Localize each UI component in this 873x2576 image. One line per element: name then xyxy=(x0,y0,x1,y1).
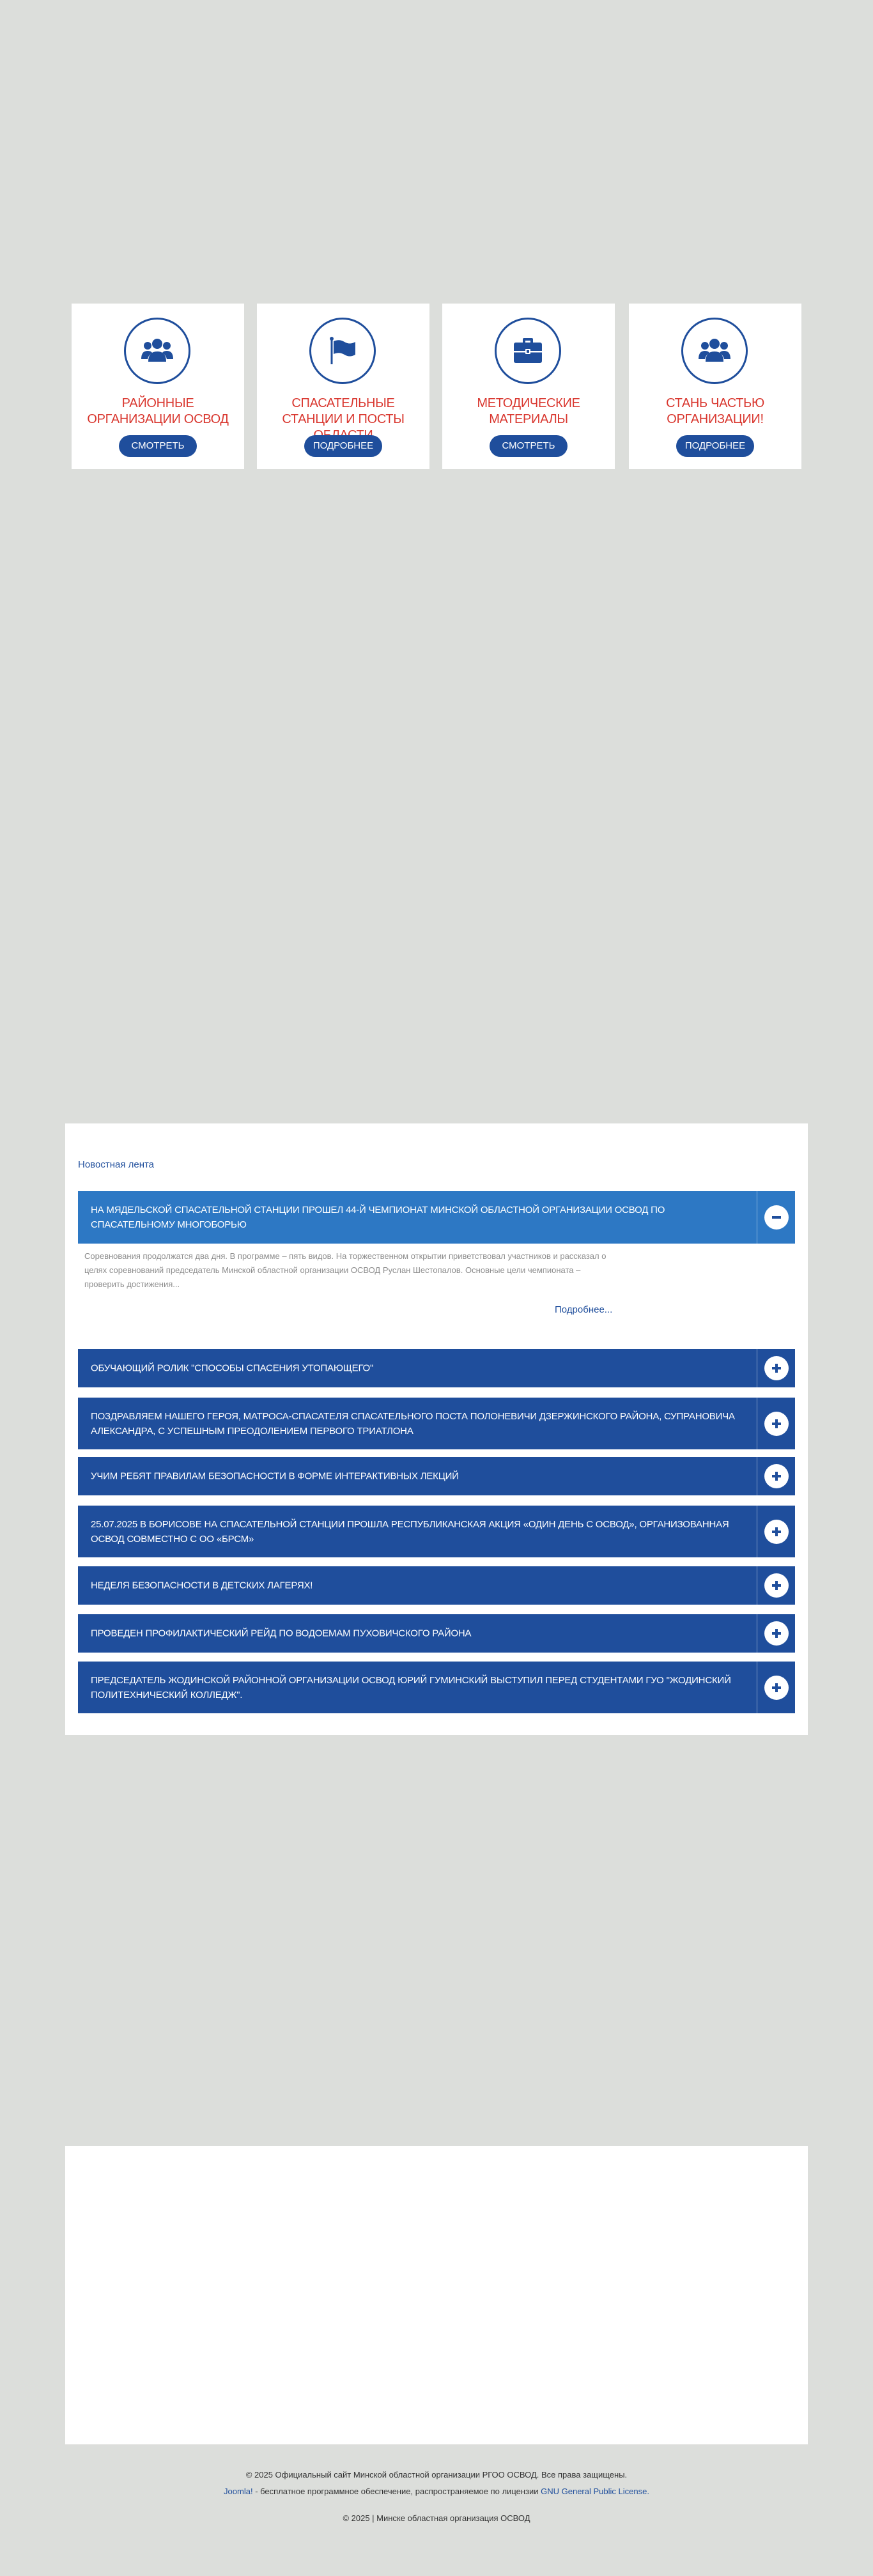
news-item-title: ПРЕДСЕДАТЕЛЬ ЖОДИНСКОЙ РАЙОННОЙ ОРГАНИЗАЦИИ ОСВОД ЮРИЙ ГУМИНСКИЙ ВЫСТУПИЛ ПЕРЕД СТУДЕНТАМИ ГУО "ЖОДИНСКИЙ ПОЛИТЕХНИЧЕСКИЙ КОЛЛЕДЖ". xyxy=(91,1674,731,1701)
expand-toggle[interactable] xyxy=(757,1662,795,1713)
news-item-excerpt: Соревнования продолжатся два дня. В программе – пять видов. На торжественном открытии приветствовал участников и рассказал о целях соревнований председатель Минской областной организации ОСВОД Руслан Шестопалов. Основные цели чемпионата – проверить достижения... xyxy=(84,1251,606,1289)
content-placeholder-box xyxy=(65,2146,808,2444)
minus-icon xyxy=(769,1210,784,1224)
news-item-title: ОБУЧАЮЩИЙ РОЛИК "СПОСОБЫ СПАСЕНИЯ УТОПАЮЩЕГО" xyxy=(91,1362,374,1374)
news-feed-heading: Новостная лента xyxy=(78,1159,155,1170)
news-item-title: 25.07.2025 В БОРИСОВЕ НА СПАСАТЕЛЬНОЙ СТАНЦИИ ПРОШЛА РЕСПУБЛИКАНСКАЯ АКЦИЯ «ОДИН ДЕНЬ С ОСВОД», ОРГАНИЗОВАННАЯ ОСВОД СОВМЕСТНО С ОО «БРСМ» xyxy=(91,1518,729,1545)
news-item[interactable] xyxy=(78,1614,795,1653)
card-district-organizations xyxy=(72,304,244,469)
card-rescue-stations xyxy=(257,304,429,469)
news-item[interactable] xyxy=(78,1662,795,1713)
plus-icon xyxy=(769,1681,784,1695)
flag-icon xyxy=(325,334,360,368)
card-icon-circle xyxy=(681,318,748,384)
collapse-toggle[interactable] xyxy=(757,1191,795,1244)
expand-toggle[interactable] xyxy=(757,1614,795,1653)
expand-toggle[interactable] xyxy=(757,1349,795,1387)
quick-links-cards xyxy=(72,304,801,469)
card-title: СПАСАТЕЛЬНЫЕ СТАНЦИИ И ПОСТЫ xyxy=(282,396,405,426)
card-icon-circle xyxy=(124,318,190,384)
read-more-link[interactable]: Подробнее... xyxy=(555,1304,613,1315)
expand-toggle[interactable] xyxy=(757,1398,795,1449)
news-item-title: ПРОВЕДЕН ПРОФИЛАКТИЧЕСКИЙ РЕЙД ПО ВОДОЕМАМ ПУХОВИЧСКОГО РАЙОНА xyxy=(91,1628,472,1639)
news-item[interactable] xyxy=(78,1566,795,1605)
news-item-title: НА МЯДЕЛЬСКОЙ СПАСАТЕЛЬНОЙ СТАНЦИИ ПРОШЕЛ 44-Й ЧЕМПИОНАТ МИНСКОЙ ОБЛАСТНОЙ ОРГАНИЗАЦИИ ОСВОД ПО СПАСАТЕЛЬНОМУ МНОГОБОРЬЮ xyxy=(91,1205,665,1230)
users-icon xyxy=(697,334,732,368)
details-button[interactable]: ПОДРОБНЕЕ xyxy=(676,435,754,457)
gpl-license-link[interactable]: GNU General Public License. xyxy=(541,2487,649,2496)
plus-icon xyxy=(769,1626,784,1640)
card-title: МЕТОДИЧЕСКИЕ МАТЕРИАЛЫ xyxy=(477,396,580,426)
news-item-title: НЕДЕЛЯ БЕЗОПАСНОСТИ В ДЕТСКИХ ЛАГЕРЯХ! xyxy=(91,1580,313,1591)
news-item[interactable] xyxy=(78,1506,795,1557)
card-icon-circle xyxy=(495,318,561,384)
card-methodical-materials xyxy=(442,304,615,469)
news-item[interactable] xyxy=(78,1398,795,1449)
card-title: СТАНЬ ЧАСТЬЮ ОРГАНИЗАЦИИ! xyxy=(666,396,764,426)
news-item[interactable] xyxy=(78,1349,795,1387)
news-item[interactable] xyxy=(78,1191,795,1244)
joomla-link[interactable]: Joomla! xyxy=(224,2487,253,2496)
plus-icon xyxy=(769,1469,784,1483)
license-text: - бесплатное программное обеспечение, распространяемое по лицензии xyxy=(252,2487,541,2496)
plus-icon xyxy=(769,1525,784,1539)
news-item-title: УЧИМ РЕБЯТ ПРАВИЛАМ БЕЗОПАСНОСТИ В ФОРМЕ ИНТЕРАКТИВНЫХ ЛЕКЦИЙ xyxy=(91,1470,459,1482)
expand-toggle[interactable] xyxy=(757,1506,795,1557)
news-item-title: ПОЗДРАВЛЯЕМ НАШЕГО ГЕРОЯ, МАТРОСА-СПАСАТЕЛЯ СПАСАТЕЛЬНОГО ПОСТА ПОЛОНЕВИЧИ ДЗЕРЖИНСКОГО РАЙОНА, СУПРАНОВИЧА АЛЕКСАНДРА, С УСПЕШНЫМ ПРЕОДОЛЕНИЕМ ПЕРВОГО ТРИАТЛОНА xyxy=(91,1410,735,1437)
expand-toggle[interactable] xyxy=(757,1566,795,1605)
footer-bottom-copyright: © 2025 | Минске областная организация ОСВОД xyxy=(343,2513,530,2523)
card-title: РАЙОННЫЕ ОРГАНИЗАЦИИ ОСВОД xyxy=(87,396,229,426)
plus-icon xyxy=(769,1417,784,1431)
details-button[interactable]: ПОДРОБНЕЕ xyxy=(304,435,382,457)
view-button[interactable]: СМОТРЕТЬ xyxy=(490,435,568,457)
footer xyxy=(0,2467,873,2527)
briefcase-icon xyxy=(511,334,545,368)
plus-icon xyxy=(769,1361,784,1375)
news-item[interactable] xyxy=(78,1457,795,1495)
view-button[interactable]: СМОТРЕТЬ xyxy=(119,435,197,457)
expand-toggle[interactable] xyxy=(757,1457,795,1495)
users-icon xyxy=(140,334,174,368)
footer-license-line xyxy=(0,2483,873,2500)
plus-icon xyxy=(769,1578,784,1593)
footer-copyright: © 2025 Официальный сайт Минской областной организации РГОО ОСВОД. Все права защищены. xyxy=(245,2470,628,2480)
card-join-organization xyxy=(629,304,801,469)
card-icon-circle xyxy=(309,318,376,384)
